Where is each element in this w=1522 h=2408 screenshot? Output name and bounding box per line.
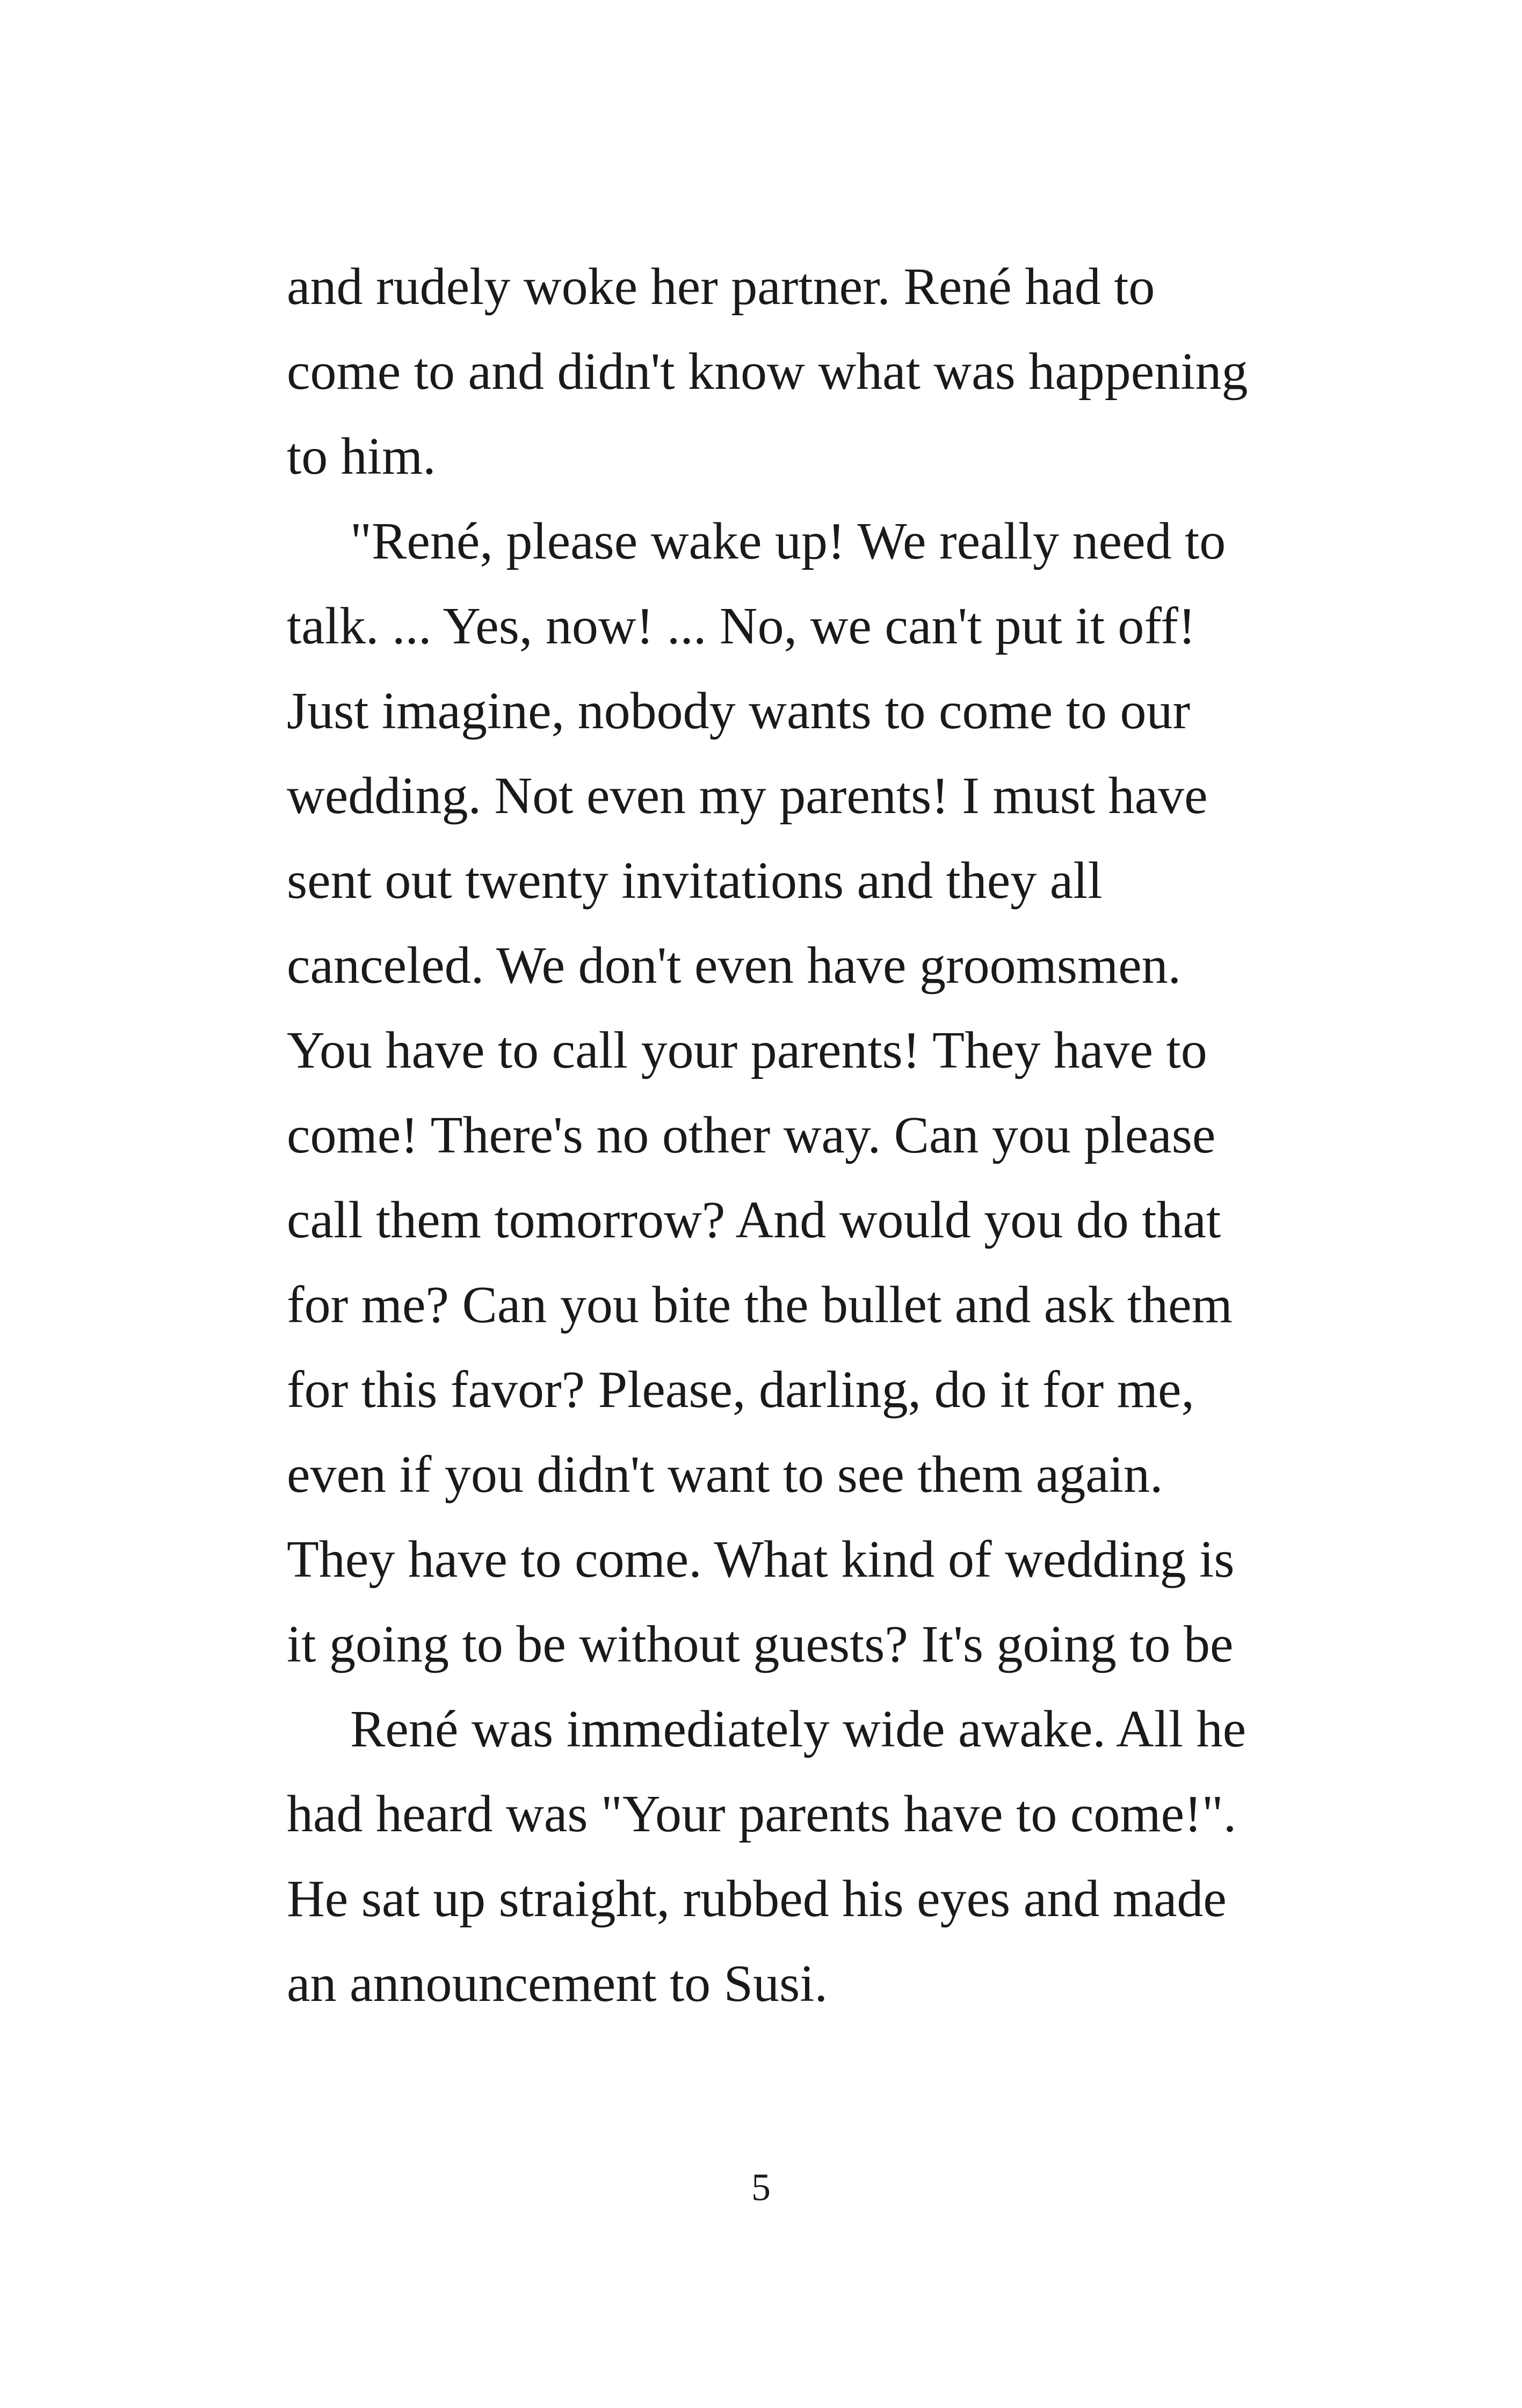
paragraph-3 — [287, 1687, 1334, 2026]
text-line: He sat up straight, rubbed his eyes and made — [287, 1870, 1227, 1928]
text-line: for me? Can you bite the bullet and ask them — [287, 1276, 1233, 1334]
text-line: and rudely woke her partner. René had to — [287, 258, 1155, 316]
text-line: had heard was "Your parents have to come!". — [287, 1785, 1237, 1843]
text-line: sent out twenty invitations and they all — [287, 852, 1103, 910]
text-line: "René, please wake up! We really need to — [350, 512, 1226, 570]
page-number: 5 — [751, 2166, 771, 2209]
text-line: call them tomorrow? And would you do that — [287, 1191, 1221, 1249]
text-line: wedding. Not even my parents! I must have — [287, 767, 1208, 825]
text-line: talk. ... Yes, now! ... No, we can't put it off! — [287, 597, 1196, 655]
paragraph-1 — [287, 244, 1334, 499]
text-line: to him. — [287, 427, 436, 485]
body-text — [287, 244, 1334, 2026]
text-line: come! There's no other way. Can you please — [287, 1106, 1216, 1164]
text-line: an announcement to Susi. — [287, 1955, 828, 2013]
text-line: They have to come. What kind of wedding is — [287, 1531, 1235, 1589]
text-line: even if you didn't want to see them again. — [287, 1446, 1163, 1504]
text-line: You have to call your parents! They have to — [287, 1021, 1207, 1079]
paragraph-2 — [287, 499, 1334, 1687]
text-line: René was immediately wide awake. All he — [350, 1700, 1246, 1758]
text-line: canceled. We don't even have groomsmen. — [287, 937, 1182, 995]
text-line: Just imagine, nobody wants to come to our — [287, 682, 1191, 740]
text-line: come to and didn't know what was happening — [287, 343, 1248, 401]
text-line: it going to be without guests? It's going to be — [287, 1615, 1234, 1673]
text-line: for this favor? Please, darling, do it for me, — [287, 1361, 1195, 1419]
